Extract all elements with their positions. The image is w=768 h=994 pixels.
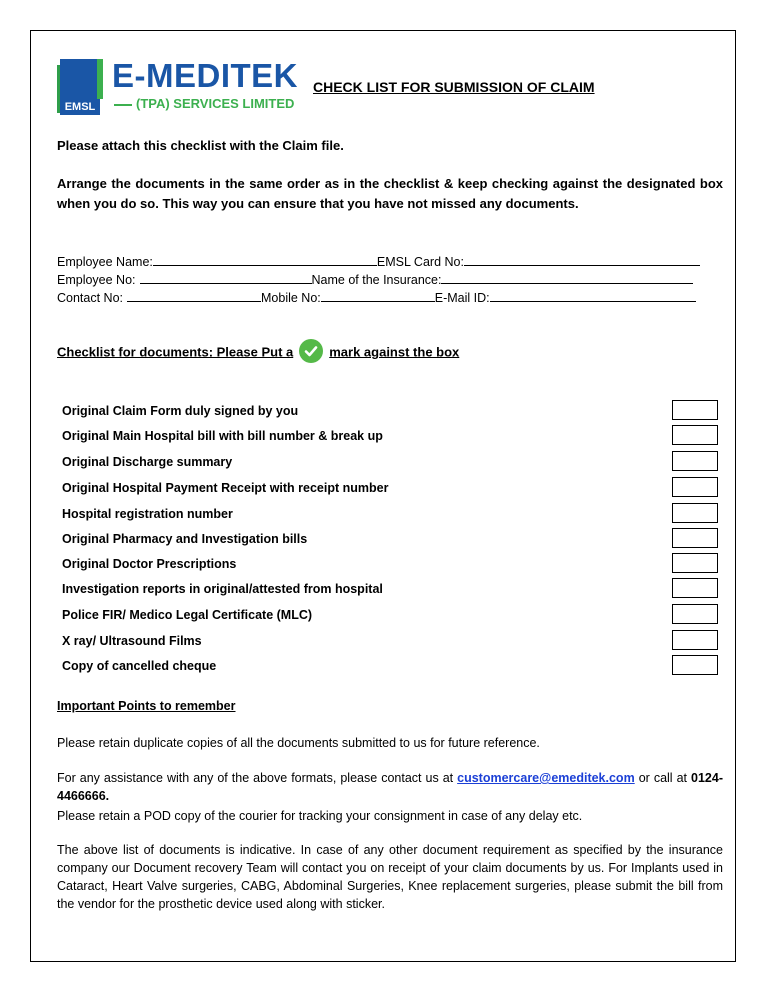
- mobile-no-label: Mobile No:: [261, 291, 321, 305]
- contact-no-field[interactable]: [127, 289, 261, 302]
- company-logo: [57, 57, 307, 117]
- checklist-item: Original Doctor Prescriptions: [62, 557, 237, 571]
- logo-badge: EMSL: [60, 99, 100, 115]
- emsl-card-label: EMSL Card No:: [376, 255, 464, 269]
- form-row-1: [57, 253, 700, 271]
- point-assistance: For any assistance with any of the above formats, please contact us at customercare@emeditek.com or call at 0124-4466666.: [57, 771, 723, 803]
- checklist-item: Original Discharge summary: [62, 455, 233, 469]
- customercare-email-link[interactable]: customercare@emeditek.com: [457, 771, 635, 785]
- check-mark-icon: [299, 339, 323, 363]
- checklist-item: Original Claim Form duly signed by you: [62, 404, 299, 418]
- checkbox[interactable]: [672, 400, 718, 420]
- checkbox[interactable]: [672, 528, 718, 548]
- checklist-heading: Checklist for documents: Please Put a mark against the box: [57, 343, 459, 363]
- checkbox[interactable]: [672, 477, 718, 497]
- email-field[interactable]: [490, 289, 696, 302]
- form-row-2: [57, 271, 693, 289]
- checkbox[interactable]: [672, 553, 718, 573]
- checklist-item: Hospital registration number: [62, 507, 233, 521]
- intro-attach: Please attach this checklist with the Claim file.: [57, 138, 344, 153]
- emsl-card-field[interactable]: [464, 253, 700, 266]
- checkbox[interactable]: [672, 604, 718, 624]
- checklist-item: X ray/ Ultrasound Films: [62, 634, 202, 648]
- checklist-item: Copy of cancelled cheque: [62, 659, 217, 673]
- phone-number: 0124-4466666.: [57, 771, 723, 803]
- checkbox[interactable]: [672, 578, 718, 598]
- point-pod-copy: Please retain a POD copy of the courier for tracking your consignment in case of any delay etc.: [57, 809, 583, 823]
- form-row-3: [57, 289, 696, 307]
- contact-no-label: Contact No:: [57, 291, 124, 305]
- intro-arrange: Arrange the documents in the same order as in the checklist & keep checking against the designated box when you do so. This way you can ensure that you have not missed any documents.: [57, 176, 723, 211]
- important-heading: Important Points to remember: [57, 699, 236, 713]
- employee-name-field[interactable]: [153, 253, 377, 266]
- employee-no-label: Employee No:: [57, 273, 136, 287]
- checklist-item: Police FIR/ Medico Legal Certificate (MLC): [62, 608, 313, 622]
- logo-mark-icon: [57, 59, 103, 115]
- checklist-item: Investigation reports in original/attested from hospital: [62, 582, 383, 596]
- checkbox[interactable]: [672, 451, 718, 471]
- insurance-field[interactable]: [441, 271, 693, 284]
- checklist-item: Original Main Hospital bill with bill number & break up: [62, 429, 383, 443]
- point-duplicate-copies: Please retain duplicate copies of all the documents submitted to us for future reference.: [57, 736, 540, 750]
- checklist-item: Original Pharmacy and Investigation bills: [62, 532, 308, 546]
- logo-subtitle: (TPA) SERVICES LIMITED: [114, 96, 294, 112]
- employee-name-label: Employee Name:: [57, 255, 153, 269]
- mobile-no-field[interactable]: [321, 289, 435, 302]
- checkbox[interactable]: [672, 425, 718, 445]
- checklist-item: Original Hospital Payment Receipt with receipt number: [62, 481, 389, 495]
- point-indicative-list: The above list of documents is indicative. In case of any other document requirement as specified by the insurance company our Document recovery Team will contact you on receipt of your claim documents by us. For Implants used in Cataract, Heart Valve surgeries, CABG, Abdominal Surgeries, Knee replacement surgeries, please submit the bill from the vendor for the prosthetic device used along with sticker.: [57, 843, 723, 911]
- checkbox[interactable]: [672, 655, 718, 675]
- logo-name: E-MEDITEK: [112, 57, 298, 94]
- checkbox[interactable]: [672, 630, 718, 650]
- email-label: E-Mail ID:: [434, 291, 490, 305]
- insurance-label: Name of the Insurance:: [311, 273, 442, 287]
- checkbox[interactable]: [672, 503, 718, 523]
- employee-no-field[interactable]: [140, 271, 312, 284]
- page-title: CHECK LIST FOR SUBMISSION OF CLAIM: [313, 79, 595, 95]
